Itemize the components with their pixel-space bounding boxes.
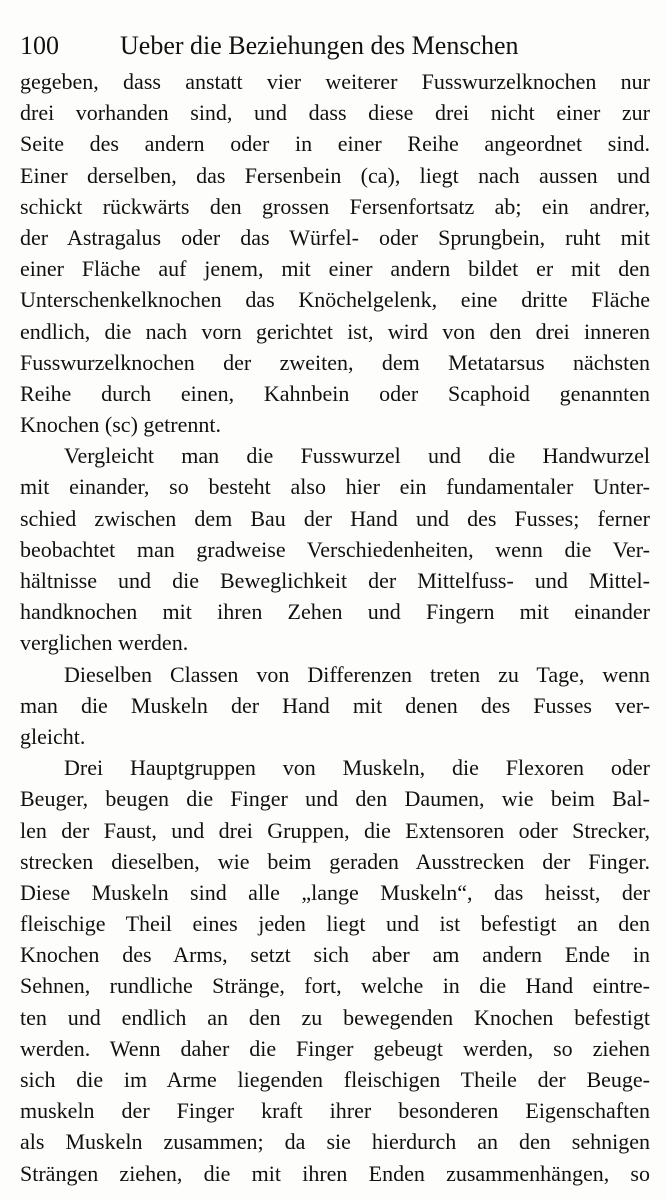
text-line: gegeben, dass anstatt vier weiterer Fusswurzelknochen nur [20, 69, 650, 94]
running-head [20, 26, 650, 66]
running-title: Ueber die Beziehungen des Menschen [120, 31, 519, 60]
text-line: der Astragalus oder das Würfel- oder Sprungbein, ruht mit [20, 224, 650, 250]
text-line: handknochen mit ihren Zehen und Fingern mit einander [20, 599, 650, 625]
text-line: hältnisse und die Beweglichkeit der Mittelfuss- und Mittel- [20, 568, 650, 593]
text-line: beobachtet man gradweise Verschiedenheiten, wenn die Ver- [20, 536, 650, 562]
text-line: ten und endlich an den zu bewegenden Knochen befestigt [20, 1004, 650, 1030]
text-line: man die Muskeln der Hand mit denen des Fusses ver- [20, 692, 650, 718]
text-line: Fusswurzelknochen der zweiten, dem Metatarsus nächsten [20, 349, 650, 375]
text-line: einer Fläche auf jenem, mit einer andern bildet er mit den [20, 256, 650, 282]
text-line: Beuger, beugen die Finger und den Daumen, wie beim Bal- [20, 786, 650, 812]
text-line: strecken dieselben, wie beim geraden Ausstrecken der Finger. [20, 848, 650, 874]
body-text [20, 66, 650, 1189]
text-line: len der Faust, und drei Gruppen, die Extensoren oder Strecker, [20, 817, 650, 843]
text-line: Dieselben Classen von Differenzen treten zu Tage, wenn [64, 661, 650, 687]
text-line: drei vorhanden sind, und dass diese drei nicht einer zur [20, 100, 650, 126]
text-line: Diese Muskeln sind alle „lange Muskeln“, das heisst, der [20, 879, 650, 905]
text-line: Unterschenkelknochen das Knöchelgelenk, eine dritte Fläche [20, 287, 650, 313]
text-line: endlich, die nach vorn gerichtet ist, wird von den drei inneren [20, 318, 650, 344]
text-line: Strängen ziehen, die mit ihren Enden zusammenhängen, so [20, 1160, 650, 1186]
text-line: Einer derselben, das Fersenbein (ca), liegt nach aussen und [20, 162, 650, 188]
text-line: sich die im Arme liegenden fleischigen Theile der Beuge- [20, 1067, 650, 1092]
text-line: Knochen (sc) getrennt. [20, 412, 221, 438]
text-line: Vergleicht man die Fusswurzel und die Handwurzel [64, 443, 650, 469]
text-line: Sehnen, rundliche Stränge, fort, welche in die Hand eintre- [20, 973, 650, 999]
text-line: mit einander, so besteht also hier ein fundamentaler Unter- [20, 474, 650, 500]
page-number: 100 [20, 31, 59, 60]
text-line: Knochen des Arms, setzt sich aber am andern Ende in [20, 942, 650, 968]
text-line: werden. Wenn daher die Finger gebeugt werden, so ziehen [20, 1035, 650, 1061]
text-line: fleischige Theil eines jeden liegt und ist befestigt an den [20, 911, 650, 937]
text-line: gleicht. [20, 723, 86, 749]
text-line: als Muskeln zusammen; da sie hierdurch an den sehnigen [20, 1129, 650, 1155]
text-line: schied zwischen dem Bau der Hand und des Fusses; ferner [20, 505, 650, 531]
text-line: Drei Hauptgruppen von Muskeln, die Flexoren oder [64, 755, 650, 781]
text-line: schickt rückwärts den grossen Fersenfortsatz ab; ein andrer, [20, 193, 650, 219]
text-line: Reihe durch einen, Kahnbein oder Scaphoid genannten [20, 380, 650, 406]
text-line: muskeln der Finger kraft ihrer besonderen Eigenschaften [20, 1098, 650, 1124]
text-line: Seite des andern oder in einer Reihe angeordnet sind. [20, 131, 650, 157]
text-line: verglichen werden. [20, 630, 189, 656]
